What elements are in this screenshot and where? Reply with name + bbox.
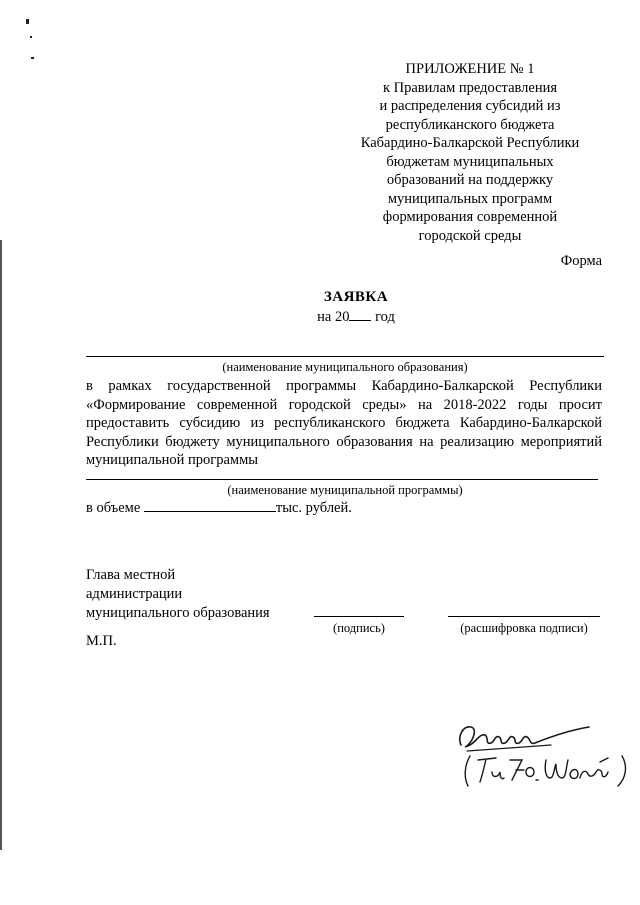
margin-mark xyxy=(26,19,29,24)
amount-suffix: тыс. рублей. xyxy=(275,500,352,516)
program-line xyxy=(86,479,598,480)
appendix-line: формирования современной xyxy=(382,209,558,225)
margin-binding-line xyxy=(0,240,2,850)
signatory-line: муниципального образования xyxy=(86,605,270,621)
amount-blank xyxy=(144,497,276,512)
document-title: ЗАЯВКА xyxy=(323,289,389,305)
appendix-line: образований на поддержку xyxy=(386,172,554,188)
year-suffix: год xyxy=(375,309,395,325)
year-prefix: на 20 xyxy=(317,309,350,325)
appendix-line: муниципальных программ xyxy=(387,190,553,207)
appendix-line: республиканского бюджета xyxy=(385,116,555,133)
appendix-line: бюджетам муниципальных xyxy=(386,153,554,170)
signatory-line: администрации xyxy=(86,586,183,602)
handwritten-name xyxy=(462,752,632,790)
appendix-title: ПРИЛОЖЕНИЕ № 1 xyxy=(405,61,535,77)
appendix-line: городской среды xyxy=(418,227,522,244)
signature-line xyxy=(314,616,404,617)
appendix-line: и распределения субсидий из xyxy=(379,98,561,114)
municipality-caption: (наименование муниципального образования) xyxy=(222,360,468,374)
appendix-block xyxy=(340,60,600,245)
amount-line xyxy=(86,497,352,517)
signature-caption: (подпись) xyxy=(333,621,385,635)
appendix-line: Кабардино-Балкарской Республики xyxy=(360,135,580,151)
margin-mark xyxy=(30,36,32,38)
program-caption: (наименование муниципальной программы) xyxy=(227,483,463,497)
appendix-line: к Правилам предоставления xyxy=(382,79,558,96)
decode-line xyxy=(448,616,600,617)
signatory-line: Глава местной xyxy=(86,567,176,583)
document-year xyxy=(0,306,640,326)
amount-prefix: в объеме xyxy=(86,500,141,516)
year-blank xyxy=(349,306,371,321)
margin-mark xyxy=(31,57,34,59)
decode-caption: (расшифровка подписи) xyxy=(460,621,588,635)
form-label: Форма xyxy=(560,253,602,269)
body-paragraph: в рамках государственной программы Кабардино-Балкарской Республики «Формирование современной городской среды» на 2018-2022 годы просит предоставить субсидию из республиканского бюджета Кабардино-Балкарской Республики бюджету муниципального образования на реализацию мероприятий муниципальной программы xyxy=(86,378,602,468)
municipality-line xyxy=(86,356,604,357)
seal-label: М.П. xyxy=(86,633,117,649)
signatory-block xyxy=(86,566,270,623)
